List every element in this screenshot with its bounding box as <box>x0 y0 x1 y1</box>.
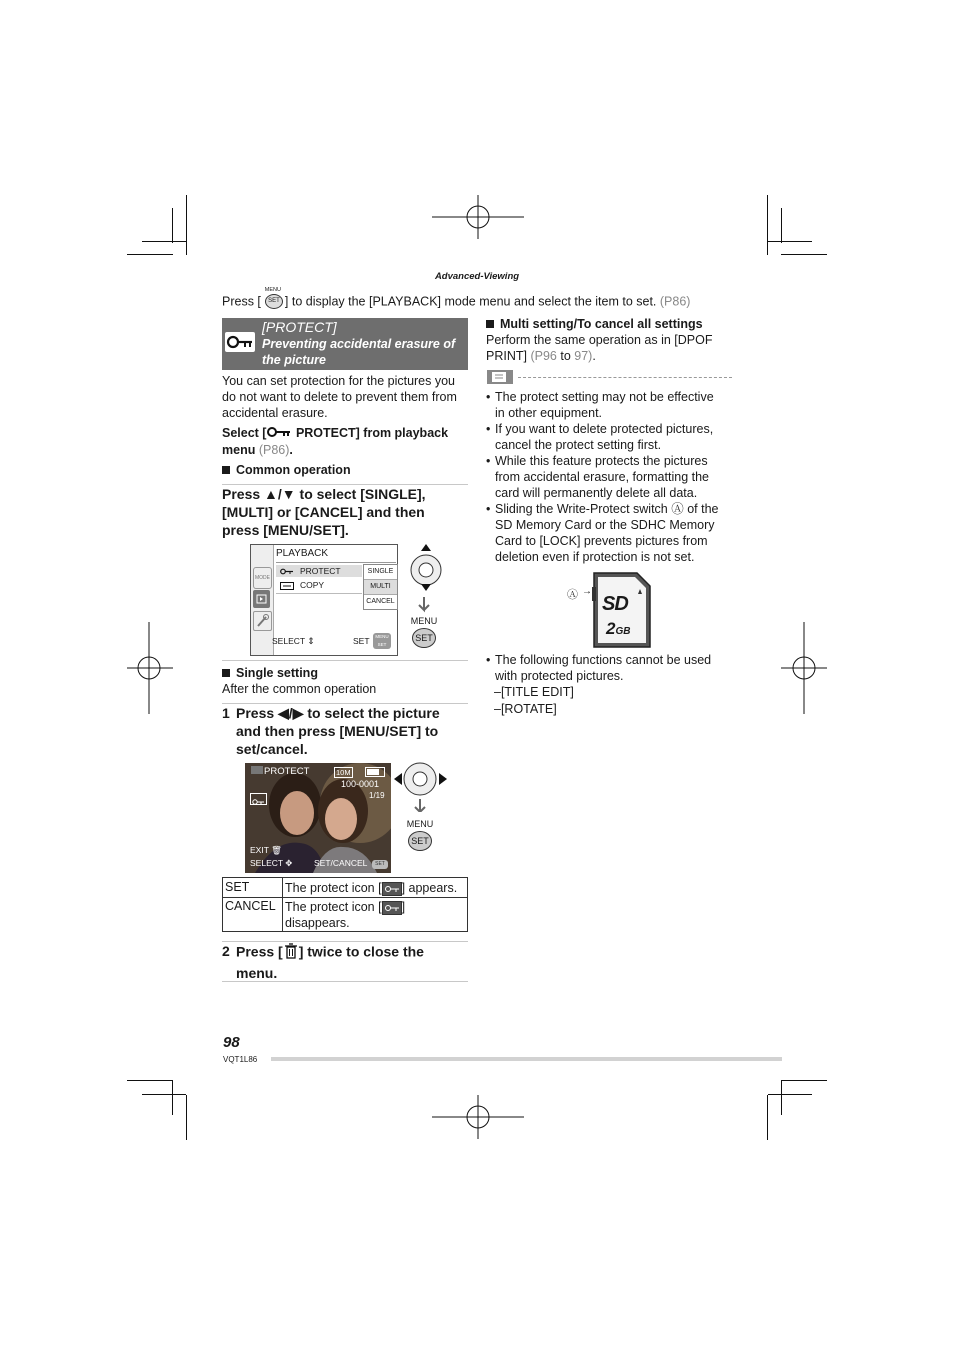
menu-label: MENU <box>410 616 438 626</box>
intro-post: ] to display the [PLAYBACK] mode menu and select the item to set. <box>284 294 657 309</box>
select-instruction: Select [ PROTECT] from playback menu (P86). <box>222 426 449 457</box>
set-cancel-hint: SET/CANCEL <box>314 858 368 868</box>
crop-mark <box>142 1094 186 1095</box>
crop-mark <box>768 241 812 242</box>
menu-option-list <box>363 564 398 610</box>
menu-set-button-icon: MENU SET <box>373 633 391 649</box>
page-ref-link[interactable]: (P96 <box>530 349 557 363</box>
menu-title: PLAYBACK <box>276 548 329 559</box>
function-item: –[TITLE EDIT] <box>494 685 574 699</box>
cursor-dial-illustration-1 <box>404 542 448 652</box>
menu-select-hint: SELECT ⇕ <box>272 636 315 646</box>
protect-subtitle: Preventing accidental erasure of the picture <box>262 337 456 367</box>
set-cancel-table <box>222 877 468 932</box>
section-header: Advanced-Viewing <box>434 271 520 282</box>
protect-photo-screen <box>245 763 391 873</box>
crop-mark <box>781 208 782 243</box>
after-common-op: After the common operation <box>222 682 377 696</box>
sd-logo: SD <box>602 593 628 615</box>
step-press-select: Press ▲/▼ to select [SINGLE], [MULTI] or [CANCEL] and then press [MENU/SET]. <box>222 486 426 538</box>
intro-pre: Press [ <box>222 294 261 309</box>
crop-mark <box>142 241 186 242</box>
page-ref-link[interactable]: 97) <box>574 349 593 363</box>
crop-mark <box>767 1095 768 1140</box>
menu-item-protect[interactable]: PROTECT <box>276 565 362 577</box>
single-setting-heading: Single setting <box>222 665 318 681</box>
exit-hint: EXIT 🗑 <box>250 845 282 855</box>
option-multi[interactable]: MULTI <box>364 580 397 595</box>
crop-mark <box>127 1080 173 1081</box>
screen-title: PROTECT <box>264 766 310 777</box>
crop-mark <box>172 1080 173 1115</box>
crop-mark <box>768 1094 812 1095</box>
file-number: 100-0001 <box>341 779 380 789</box>
function-item: –[ROTATE] <box>494 702 557 716</box>
playback-tab-icon <box>253 590 270 608</box>
crop-mark <box>781 1080 827 1081</box>
sd-capacity: 2GB <box>606 619 631 638</box>
crop-mark <box>186 1095 187 1140</box>
select-hint: SELECT ✥ <box>250 858 293 868</box>
battery-icon <box>365 767 385 777</box>
multi-setting-heading: Multi setting/To cancel all settings <box>486 316 703 332</box>
sd-card-icon <box>592 571 652 649</box>
note-dashed-line <box>518 377 732 378</box>
table-row: The protect icon [ ] disappears. <box>285 900 406 930</box>
protect-description: You can set protection for the pictures you do not want to delete to prevent them from accidental erasure. <box>222 374 457 420</box>
protect-key-icon <box>250 793 267 805</box>
menu-label: MENU <box>406 819 434 829</box>
set-button-icon: SET <box>372 860 388 869</box>
arrow-icon: → <box>582 586 592 597</box>
set-button: SET <box>408 831 432 851</box>
protect-key-icon <box>266 426 292 442</box>
common-operation-heading: Common operation <box>222 462 351 478</box>
playback-menu-screen <box>250 544 398 656</box>
trash-icon <box>283 942 299 964</box>
menu-item-copy[interactable]: COPY <box>276 579 362 591</box>
page-number: 98 <box>223 1034 240 1051</box>
setup-wrench-icon <box>253 611 272 631</box>
crop-mark <box>767 195 768 255</box>
crop-mark <box>172 208 173 243</box>
intro-text <box>222 287 691 312</box>
footer-rule <box>271 1057 782 1061</box>
registration-target-icon <box>432 195 524 239</box>
crop-mark <box>781 1080 782 1115</box>
table-row: The protect icon [ ] appears. <box>285 881 458 895</box>
resolution-badge: 10M <box>336 768 351 777</box>
protect-title: [PROTECT] <box>262 319 337 335</box>
mode-tab: MODE <box>253 567 272 589</box>
divider <box>222 660 468 661</box>
page-ref-link[interactable]: (P86) <box>659 294 691 309</box>
crop-mark <box>186 195 187 255</box>
page-ref-link[interactable]: (P86) <box>258 442 290 457</box>
multi-setting-text: Perform the same operation as in [DPOF PRINT] (P96 to 97). <box>486 333 713 363</box>
protect-heading-box <box>222 318 468 370</box>
note-icon <box>487 370 513 384</box>
registration-target-icon <box>432 1095 524 1139</box>
sd-card-callout: Ⓐ <box>567 589 578 601</box>
protect-key-icon <box>382 901 402 915</box>
option-cancel[interactable]: CANCEL <box>366 598 395 605</box>
set-button: SET <box>412 628 436 648</box>
menu-set-button-icon: MENU SET <box>263 289 283 309</box>
registration-target-icon <box>781 622 827 714</box>
divider <box>222 981 468 982</box>
picture-count: 1/19 <box>369 791 385 800</box>
protect-key-icon <box>225 332 255 352</box>
registration-target-icon <box>127 622 173 714</box>
option-single[interactable]: SINGLE <box>364 565 397 580</box>
cursor-dial-illustration-2 <box>393 762 449 862</box>
crop-mark <box>781 254 827 255</box>
protect-key-icon <box>382 882 402 896</box>
document-code: VQT1L86 <box>223 1055 258 1064</box>
crop-mark <box>127 254 173 255</box>
table-row: SET <box>225 880 250 894</box>
table-row: CANCEL <box>225 899 276 913</box>
menu-set-hint: SET <box>353 636 370 646</box>
